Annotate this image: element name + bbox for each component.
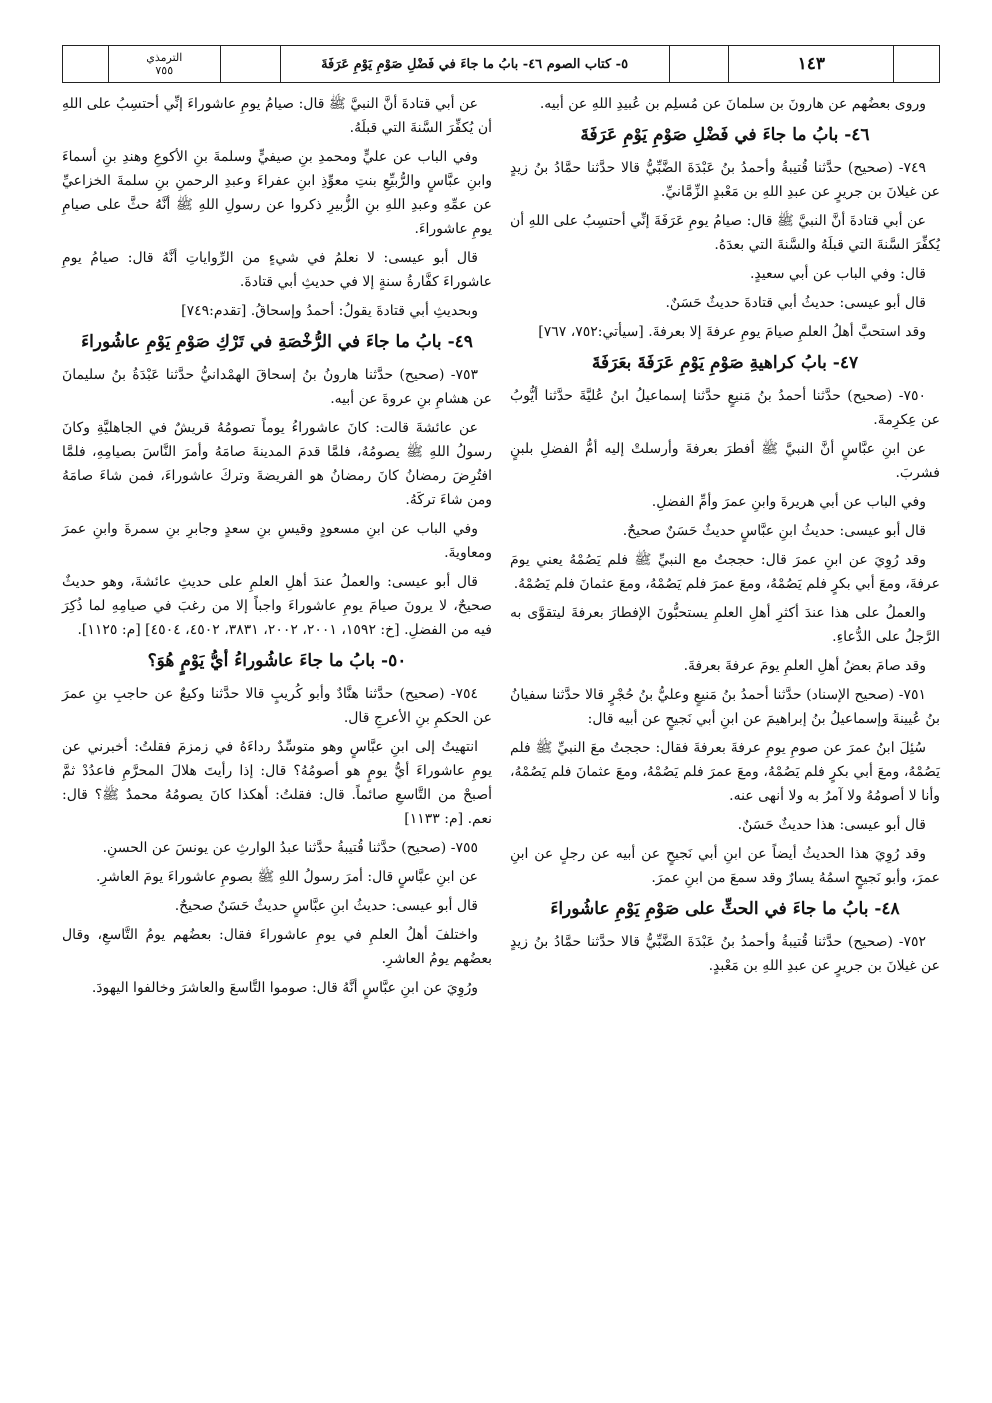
book-volume: ٧٥٥ — [155, 64, 174, 77]
paragraph: قال أبو عيسى: لا نعلمُ في شيءٍ من الرِّواياتِ أنَّهُ قال: صيامُ يومِ عاشوراءَ كفَّارةُ سنةٍ إلا في حديثِ أبي قتادةَ. — [62, 250, 492, 290]
paragraph: ٧٥١- (صحيح الإسناد) حدَّثنا أحمدُ بنُ مَنيعٍ وعليُّ بنُ حُجْرٍ قالا حدَّثنا سفيانُ بنُ عُيينةَ وإسماعيلُ بنُ إبراهيمَ عن ابنِ أبي نَجيحٍ عن أبيه قال: — [510, 687, 940, 727]
paragraph: عن ابنِ عبَّاسٍ أنَّ النبيَّ ﷺ أفطرَ بعرفةَ وأرسلتْ إليه أمُّ الفضلِ بلبنٍ فشربَ. — [510, 441, 940, 481]
paragraph: عن عائشةَ قالت: كانَ عاشوراءُ يوماً تصومُهُ قريشٌ في الجاهليَّةِ وكانَ رسولُ اللهِ ﷺ يصومُهُ، فلمَّا قدمَ المدينةَ صامَهُ وأمرَ النَّاسَ بصيامِهِ، فلمَّا افتُرِضَ رمضانُ كانَ رمضانُ هو الفريضةَ وتركَ عاشوراءَ، فمن شاءَ صامَهُ ومن شاءَ تركَهُ. — [62, 420, 492, 508]
paragraph: عن أبي قتادةَ أنَّ النبيَّ ﷺ قال: صيامُ يومِ عَرَفَةَ إنِّي أحتسِبُ على اللهِ أن يُكفِّرَ السَّنةَ التي قبلَهُ والسَّنةَ التي بعدَهُ. — [510, 213, 940, 253]
paragraph: عن ابنِ عبَّاسٍ قال: أمرَ رسولُ اللهِ ﷺ بصومِ عاشوراءَ يومَ العاشرِ. — [95, 869, 478, 885]
right-column — [510, 92, 940, 1372]
header-empty-cell — [220, 46, 280, 82]
left-column — [62, 92, 492, 1372]
chapter-heading: ٤٩- بابُ ما جاءَ في الرُّخْصَةِ في تَرْكِ صَوْمِ يَوْمِ عاشُوراءَ — [81, 332, 473, 352]
paragraph: واختلفَ أهلُ العلمِ في يومِ عاشوراءَ فقال: بعضُهم يومُ التَّاسعِ، وقال بعضُهم يومُ العاشرِ. — [62, 927, 492, 967]
paragraph: وقد صامَ بعضُ أهلِ العلمِ يومَ عرفةَ بعرفةَ. — [683, 658, 926, 674]
paragraph: والعملُ على هذا عندَ أكثرِ أهلِ العلمِ يستحبُّونَ الإفطارَ بعرفةَ ليتقوَّى به الرَّجلُ على الدُّعاءِ. — [510, 605, 940, 645]
paragraph: وفي الباب عن ابنِ مسعودٍ وقيسِ بنِ سعدٍ وجابرِ بنِ سمرةَ وابنِ عمرَ ومعاويةَ. — [62, 521, 492, 561]
paragraph: وقد رُوِيَ عن ابنِ عمرَ قال: حججتُ مع النبيِّ ﷺ فلم يَصُمْهُ يعني يومَ عرفةَ، ومعَ أبي بكرٍ فلم يَصُمْهُ، ومعَ عمرَ فلم يَصُمْهُ، ومعَ عثمانَ فلم يَصُمْهُ. — [510, 552, 940, 592]
paragraph: وفي الباب عن عليٍّ ومحمدِ بنِ صيفيٍّ وسلمةَ بنِ الأكوعِ وهندِ بنِ أسماءَ وابنِ عبَّاسٍ والرُّبيِّعِ بنتِ معوِّذِ ابنِ عفراءَ وعبدِ الرحمنِ بنِ سلمةَ الخزاعيِّ عن عمِّهِ وعبدِ اللهِ بنِ الزُّبيرِ ذكروا عن رسولِ اللهِ ﷺ أنَّهُ حثَّ على صيامِ يومِ عاشوراءَ. — [62, 149, 492, 237]
running-header — [62, 45, 940, 83]
chapter-heading: ٥٠- بابُ ما جاءَ عاشُوراءُ أيُّ يَوْمٍ هُوَ؟ — [147, 651, 407, 671]
header-empty-cell — [893, 46, 939, 82]
paragraph: وفي الباب عن أبي هريرةَ وابنِ عمرَ وأمِّ الفضلِ. — [651, 494, 926, 510]
paragraph: ٧٥٠- (صحيح) حدَّثنا أحمدُ بنُ مَنيعٍ حدَّثنا إسماعيلُ ابنُ عُليَّةَ حدَّثنا أيُّوبُ عن عِكرِمةَ. — [510, 388, 940, 428]
page-number: ١٤٣ — [728, 46, 893, 82]
paragraph: قال أبو عيسى: والعملُ عندَ أهلِ العلمِ على حديثِ عائشةَ، وهو حديثٌ صحيحٌ، لا يرونَ صيامَ يومِ عاشوراءَ واجباً إلا من رغبَ في صيامِهِ لما ذُكِرَ فيه من الفضلِ. [خ: ١٥٩٢، ٢٠٠١، ٢٠٠٢، ٣٨٣١، ٤٥٠٢، ٤٥٠٤] [م: ١١٢٥]. — [62, 574, 492, 638]
chapter-heading: ٤٧- بابُ كراهيةِ صَوْمِ يَوْمِ عَرَفَةَ بعَرَفَةَ — [591, 353, 859, 373]
paragraph: قال أبو عيسى: هذا حديثٌ حَسَنٌ. — [737, 817, 926, 833]
running-title: ٥- كتاب الصوم ٤٦- بابُ ما جاءَ في فَضْلِ صَوْمِ يَوْمِ عَرَفَةَ — [280, 46, 669, 82]
paragraph: قال أبو عيسى: حديثُ ابنِ عبَّاسٍ حديثٌ حَسَنٌ صحيحٌ. — [174, 898, 478, 914]
paragraph: عن أبي قتادةَ أنَّ النبيَّ ﷺ قال: صيامُ يومِ عاشوراءَ إنِّي أحتسِبُ على اللهِ أن يُكفِّرَ السَّنةَ التي قبلَهُ. — [62, 96, 492, 136]
paragraph: ٧٤٩- (صحيح) حدَّثنا قُتيبةُ وأحمدُ بنُ عَبْدَةَ الضَّبِّيُّ قالا حدَّثنا حمَّادُ بنُ زيدٍ عن غيلانَ بن جريرٍ عن عبدِ اللهِ بن مَعْبدٍ الزِّمَّانيِّ. — [510, 160, 940, 200]
paragraph: ٧٥٥- (صحيح) حدَّثنا قُتيبةُ حدَّثنا عبدُ الوارثِ عن يونسَ عن الحسنِ. — [102, 840, 478, 856]
paragraph: وقد رُوِيَ هذا الحديثُ أيضاً عن ابنِ أبي نَجيحٍ عن أبيه عن رجلٍ عن ابنِ عمرَ، وأبو نَجيحٍ اسمُهُ يسارٌ وقد سمعَ من ابنِ عمرَ. — [510, 846, 940, 886]
paragraph: سُئِلَ ابنُ عمرَ عن صومِ يومِ عرفةَ بعرفةَ فقال: حججتُ معَ النبيِّ ﷺ فلم يَصُمْهُ، ومعَ أبي بكرٍ فلم يَصُمْهُ، ومعَ عمرَ فلم يَصُمْهُ، ومعَ عثمانَ فلم يَصُمْهُ، وأنا لا أصومُهُ ولا آمرُ به ولا أنهى عنه. — [510, 740, 940, 804]
book-reference — [108, 46, 220, 82]
paragraph: ٧٥٢- (صحيح) حدَّثنا قُتيبةُ وأحمدُ بنُ عَبْدَةَ الضَّبِّيُّ قالا حدَّثنا حمَّادُ بنُ زيدٍ عن غيلانَ بن جريرٍ عن عبدِ اللهِ بن مَعْبدٍ. — [510, 934, 940, 974]
paragraph: قال أبو عيسى: حديثُ ابنِ عبَّاسٍ حديثٌ حَسَنٌ صحيحٌ. — [622, 523, 926, 539]
paragraph: انتهيتُ إلى ابنِ عبَّاسٍ وهو متوسِّدٌ رداءَهُ في زمزمَ فقلتُ: أخبرني عن يومِ عاشوراءَ أيُّ يومٍ هو أصومُهُ؟ قال: إذا رأيتَ هلالَ المحرَّمِ فاعدُدْ ثمَّ أصبحْ من التَّاسعِ صائماً. قال: فقلتُ: أهكذا كانَ يصومُهُ محمدٌ ﷺ؟ قال: نعم. [م: ١١٣٣] — [62, 739, 492, 827]
paragraph: ورُوِيَ عن ابنِ عبَّاسٍ أنَّهُ قال: صوموا التَّاسعَ والعاشرَ وخالفوا اليهودَ. — [91, 980, 478, 996]
book-label: الترمذي — [146, 51, 183, 64]
header-empty-cell — [669, 46, 729, 82]
paragraph: ٧٥٤- (صحيح) حدَّثنا هنَّادٌ وأبو كُريبٍ قالا حدَّثنا وكيعٌ عن حاجبِ بنِ عمرَ عن الحكمِ بنِ الأعرجِ قال. — [62, 686, 492, 726]
header-empty-cell — [63, 46, 108, 82]
paragraph: وروى بعضُهم عن هارونَ بن سلمانَ عن مُسلِم بن عُبيدِ اللهِ عن أبيه. — [539, 96, 926, 112]
paragraph: ٧٥٣- (صحيح) حدَّثنا هارونُ بنُ إسحاقَ الهمْدانيُّ حدَّثنا عَبْدَةُ بنُ سليمانَ عن هشامِ بنِ عروةَ عن أبيه. — [62, 367, 492, 407]
paragraph: وبحديثِ أبي قتادةَ يقولُ: أحمدُ وإسحاقُ. [تقدم:٧٤٩] — [181, 303, 478, 319]
paragraph: قال أبو عيسى: حديثُ أبي قتادةَ حديثٌ حَسَنٌ. — [665, 295, 926, 311]
text-body — [62, 92, 940, 1372]
chapter-heading: ٤٦- بابُ ما جاءَ في فَضْلِ صَوْمِ يَوْمِ عَرَفَةَ — [580, 125, 870, 145]
paragraph: وقد استحبَّ أهلُ العلمِ صيامَ يومِ عرفةَ إلا بعرفةَ. [سيأتي:٧٥٢، ٧٦٧] — [538, 324, 926, 340]
paragraph: قال: وفي الباب عن أبي سعيدٍ. — [749, 266, 926, 282]
chapter-heading: ٤٨- بابُ ما جاءَ في الحثِّ على صَوْمِ يَوْمِ عاشُوراءَ — [550, 899, 900, 919]
